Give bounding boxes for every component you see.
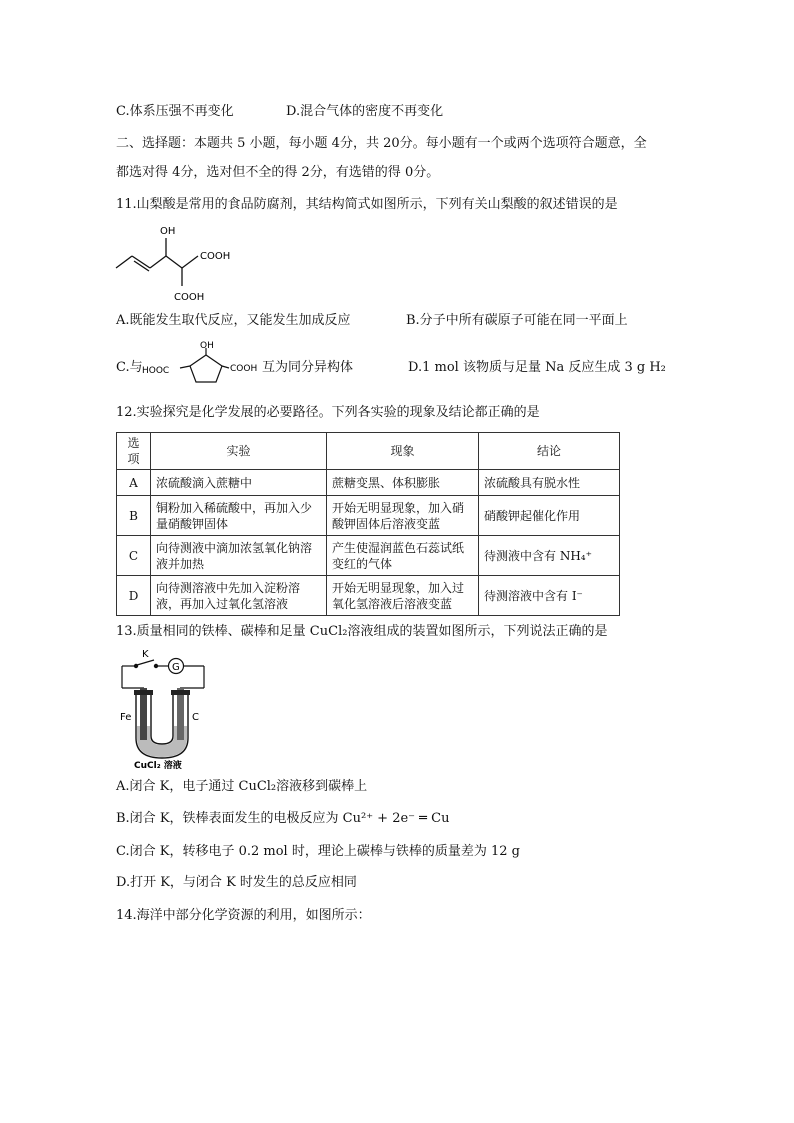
cyclopentane-diacid-structure (142, 340, 264, 386)
table-cell: 蔗糖变黑、体积膨胀 (327, 470, 479, 496)
table-row (117, 536, 620, 576)
section2-intro-line1: 二、选择题：本题共 5 小题，每小题 4分，共 20分。每小题有一个或两个选项符合题意，全 (116, 136, 647, 151)
table-cell: D (117, 576, 151, 616)
q10-option-c: C.体系压强不再变化 (116, 104, 234, 119)
q11-option-c-suffix: 互为同分异构体 (262, 360, 354, 375)
q14-stem: 14.海洋中部分化学资源的利用，如图所示： (116, 908, 371, 923)
q11-option-a: A.既能发生取代反应，又能发生加成反应 (116, 313, 351, 328)
structure-oh-label: OH (160, 226, 176, 237)
table-cell: 产生使湿润蓝色石蕊试纸变红的气体 (327, 536, 479, 576)
q10-options (116, 102, 676, 122)
q12-experiment-table (116, 432, 620, 616)
table-header: 现象 (327, 433, 479, 470)
q13-option-c: C.闭合 K，转移电子 0.2 mol 时，理论上碳棒与铁棒的质量差为 12 g (116, 844, 520, 859)
table-cell: 开始无明显现象，加入过氧化氢溶液后溶液变蓝 (327, 576, 479, 616)
table-cell: 向待测溶液中先加入淀粉溶液，再加入过氧化氢溶液 (151, 576, 327, 616)
q13-option-a: A.闭合 K，电子通过 CuCl₂溶液移到碳棒上 (116, 779, 368, 794)
galvanometer-g-label: G (172, 662, 180, 673)
electrolysis-apparatus-figure (114, 648, 214, 770)
table-cell: A (117, 470, 151, 496)
table-cell: 浓硫酸具有脱水性 (479, 470, 620, 496)
table-cell: 浓硫酸滴入蔗糖中 (151, 470, 327, 496)
ring-cooh-label: COOH (230, 364, 258, 374)
q12-stem: 12.实验探究是化学发展的必要路径。下列各实验的现象及结论都正确的是 (116, 405, 540, 420)
ring-hooc-label: HOOC (142, 366, 170, 376)
table-cell: 向待测液中滴加浓氢氧化钠溶液并加热 (151, 536, 327, 576)
sorbic-acid-structure (112, 220, 252, 306)
table-cell: 铜粉加入稀硫酸中，再加入少量硝酸钾固体 (151, 496, 327, 536)
q11-options-ab (116, 311, 676, 331)
table-header: 实验 (151, 433, 327, 470)
table-row (117, 496, 620, 536)
table-cell: B (117, 496, 151, 536)
table-header: 选项 (117, 433, 151, 470)
q11-option-b: B.分子中所有碳原子可能在同一平面上 (406, 313, 628, 328)
structure-cooh-right-label: COOH (200, 251, 231, 262)
section2-intro-line2: 都选对得 4分，选对但不全的得 2分，有选错的得 0分。 (116, 165, 440, 180)
c-electrode-label: C (192, 712, 199, 723)
table-header: 结论 (479, 433, 620, 470)
q13-option-b: B.闭合 K，铁棒表面发生的电极反应为 Cu²⁺ + 2e⁻ ═ Cu (116, 811, 450, 826)
table-cell: C (117, 536, 151, 576)
q11-option-c-prefix: C.与 (116, 360, 143, 375)
table-row (117, 470, 620, 496)
table-header-row (117, 433, 620, 470)
q11-option-d: D.1 mol 该物质与足量 Na 反应生成 3 g H₂ (408, 360, 666, 375)
q10-option-d: D.混合气体的密度不再变化 (286, 104, 444, 119)
cucl2-solution-label: CuCl₂ 溶液 (134, 761, 182, 770)
table-cell: 待测溶液中含有 I⁻ (479, 576, 620, 616)
table-row (117, 576, 620, 616)
q13-option-d: D.打开 K，与闭合 K 时发生的总反应相同 (116, 875, 357, 890)
structure-cooh-bottom-label: COOH (174, 292, 205, 303)
fe-electrode-label: Fe (120, 712, 132, 723)
table-cell: 开始无明显现象，加入硝酸钾固体后溶液变蓝 (327, 496, 479, 536)
table-cell: 硝酸钾起催化作用 (479, 496, 620, 536)
q11-stem: 11.山梨酸是常用的食品防腐剂，其结构简式如图所示，下列有关山梨酸的叙述错误的是 (116, 197, 618, 212)
ring-oh-label: OH (200, 341, 214, 351)
q13-stem: 13.质量相同的铁棒、碳棒和足量 CuCl₂溶液组成的装置如图所示，下列说法正确的是 (116, 624, 608, 639)
table-cell: 待测液中含有 NH₄⁺ (479, 536, 620, 576)
switch-k-label: K (142, 649, 149, 660)
